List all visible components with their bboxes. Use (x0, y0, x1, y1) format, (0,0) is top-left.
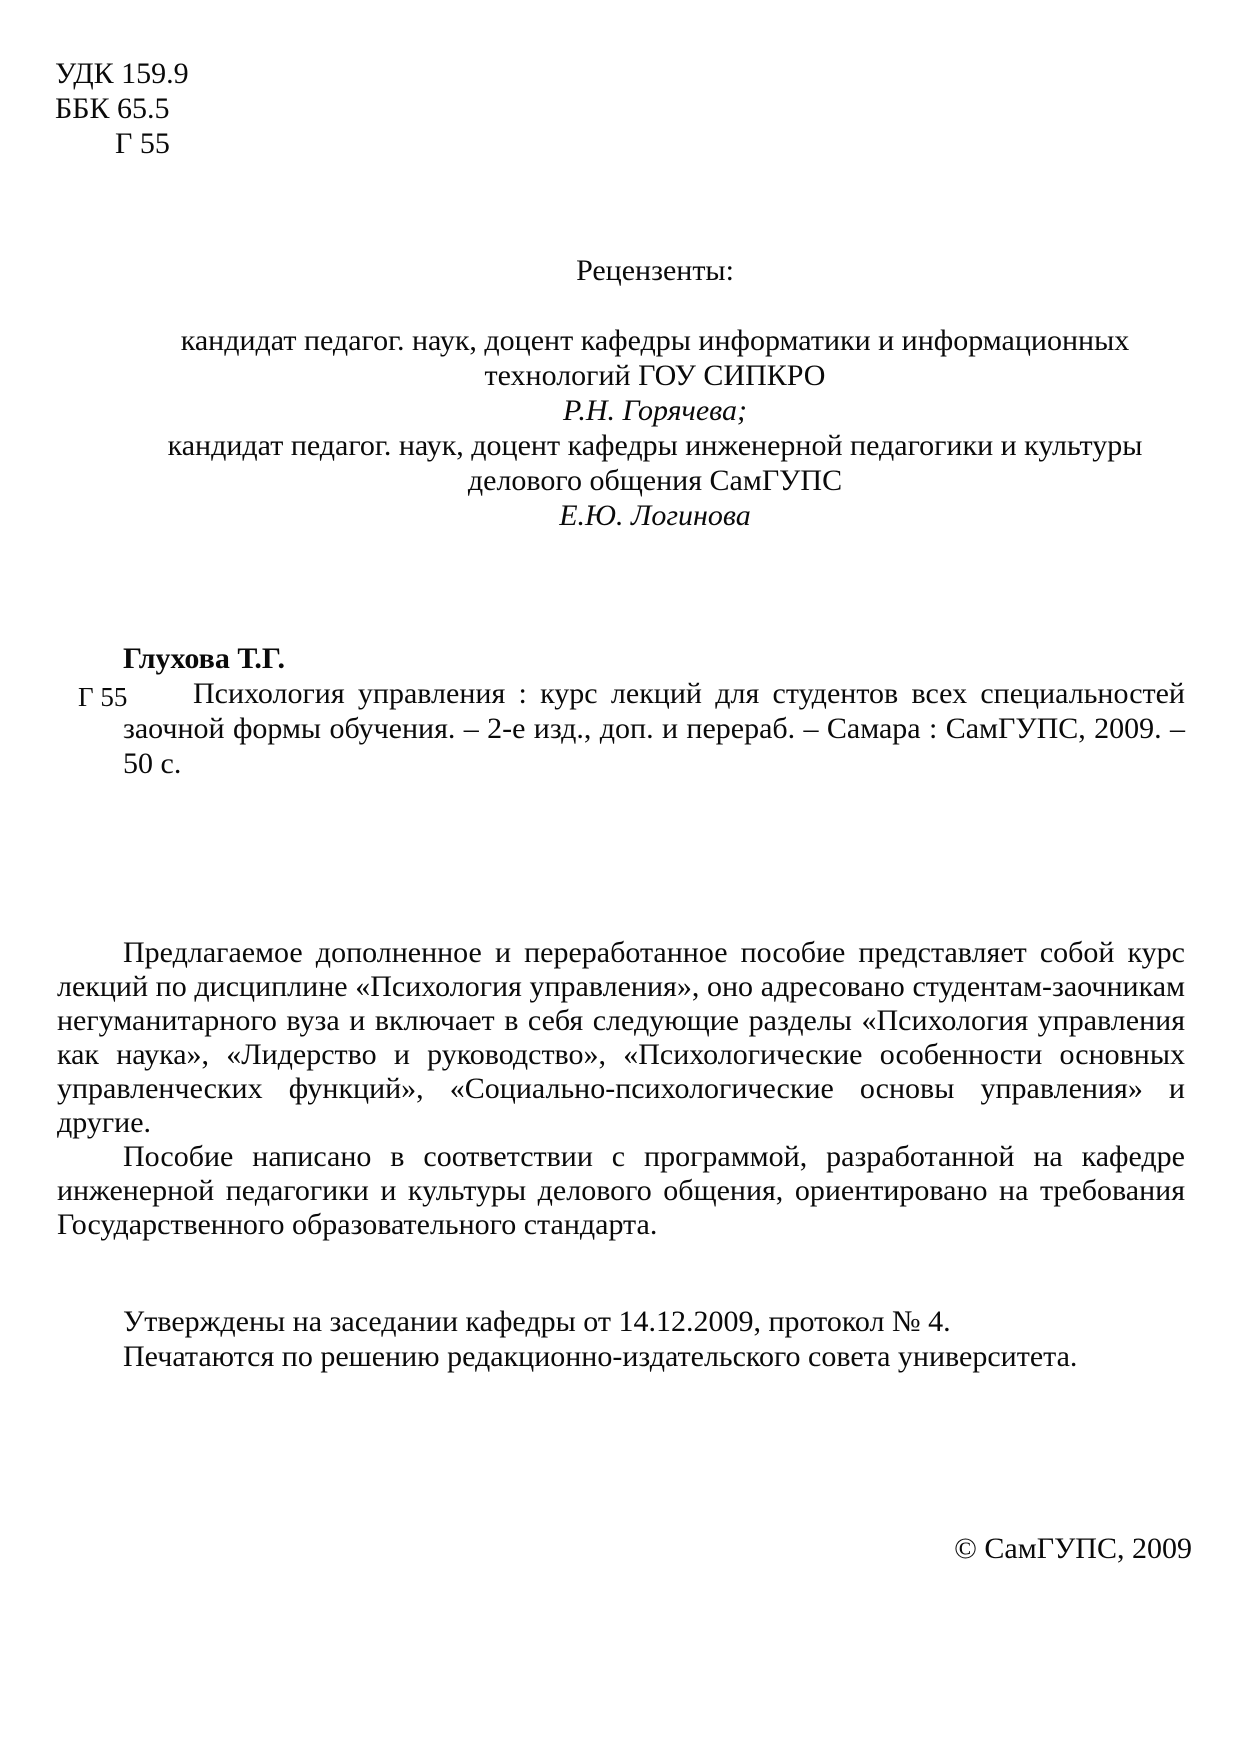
annotation-paragraph-1 (57, 936, 1185, 1140)
bbk-code: ББК 65.5 (55, 92, 170, 125)
annotation-paragraph-2 (57, 1140, 1185, 1242)
annotation-line: управленческих функций», «Социально-психологические основы управления» и другие. (57, 1072, 1185, 1139)
annotation-line: Пособие написано в соответствии с программой, разработанной на кафедре (123, 1140, 1185, 1173)
annotation-line: инженерной педагогики и культуры делового общения, ориентировано на требования (57, 1174, 1185, 1207)
annotation-line: негуманитарного вуза и включает в себя следующие разделы «Психология управления (57, 1004, 1185, 1037)
bibliography-line: заочной формы обучения. – 2-е изд., доп. и перераб. – Самара : СамГУПС, 2009. – (123, 712, 1185, 745)
reviewer-line: технологий ГОУ СИПКРО (484, 359, 826, 392)
copyright-notice: © СамГУПС, 2009 (954, 1532, 1192, 1565)
reviewer-line: делового общения СамГУПС (467, 464, 843, 497)
bibliographic-description (123, 676, 1185, 781)
approval-block (123, 1304, 1185, 1374)
reviewer-line: Р.Н. Горячева; (563, 394, 747, 427)
classification-codes (55, 56, 189, 161)
reviewer-line: кандидат педагог. наук, доцент кафедры информатики и информационных (180, 324, 1130, 357)
annotation-line: лекций по дисциплине «Психология управления», оно адресовано студентам-заочникам (57, 970, 1185, 1003)
author-sign-label: Г 55 (78, 682, 128, 712)
reviewer-line: кандидат педагог. наук, доцент кафедры инженерной педагогики и культуры (167, 429, 1143, 462)
bibliography-line: Психология управления : курс лекций для студентов всех специальностей (193, 677, 1185, 710)
udk-code: УДК 159.9 (55, 57, 189, 90)
bibliography-line: 50 с. (123, 747, 182, 780)
annotation (57, 936, 1185, 1242)
annotation-line: Предлагаемое дополненное и переработанное пособие представляет собой курс (123, 936, 1185, 969)
approval-line: Печатаются по решению редакционно-издательского совета университета. (123, 1340, 1078, 1373)
reviewer-line: Е.Ю. Логинова (559, 499, 751, 532)
reviewers-list (125, 323, 1185, 533)
approval-line: Утверждены на заседании кафедры от 14.12.2009, протокол № 4. (123, 1305, 951, 1338)
catalog-card (78, 641, 1185, 781)
author-sign-code: Г 55 (115, 127, 170, 160)
reviewers-heading: Рецензенты: (576, 254, 734, 287)
author-name: Глухова Т.Г. (123, 642, 286, 675)
annotation-line: Государственного образовательного стандарта. (57, 1208, 658, 1241)
annotation-line: как наука», «Лидерство и руководство», «Психологические особенности основных (57, 1038, 1185, 1071)
